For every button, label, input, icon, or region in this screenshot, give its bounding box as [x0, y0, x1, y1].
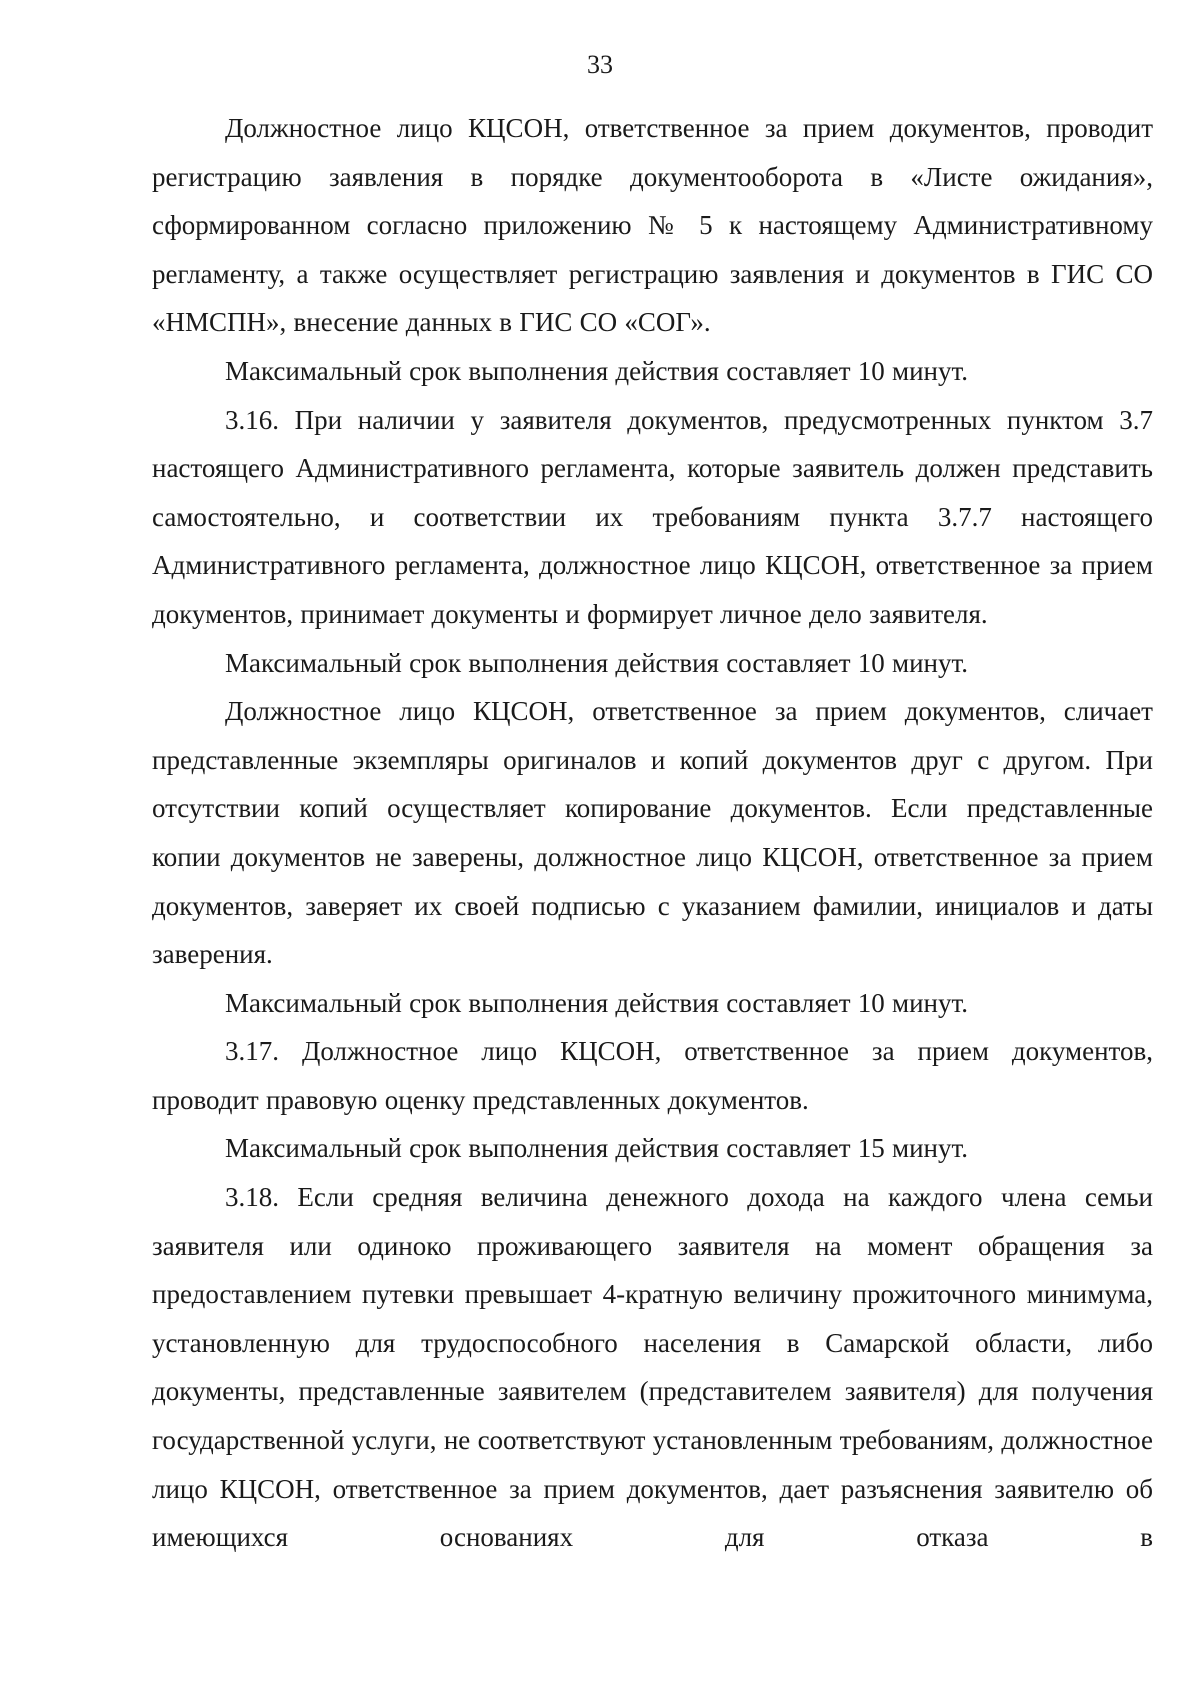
- paragraph-time-limit: Максимальный срок выполнения действия составляет 15 минут.: [225, 1133, 969, 1164]
- paragraph-time-limit: Максимальный срок выполнения действия составляет 10 минут.: [225, 987, 969, 1018]
- paragraph-3-18: 3.18. Если средняя величина денежного дохода на каждого члена семьи заявителя или одиноко проживающего заявителя на момент обращения за предоставлением путевки превышает 4-кратную величину прожиточного минимума, установленную для трудоспособного населения в Самарской области, либо документы, представленные заявителем (представителем заявителя) для получения государственной услуги, не соответствуют установленным требованиям, должностное лицо КЦСОН, ответственное за прием документов, дает разъяснения заявителю об имеющихся основаниях для отказа в: [152, 1182, 1153, 1553]
- paragraph-time-limit: Максимальный срок выполнения действия составляет 10 минут.: [225, 355, 969, 386]
- paragraph-copy-verification: Должностное лицо КЦСОН, ответственное за прием документов, сличает представленные экземпляры оригиналов и копий документов друг с другом. При отсутствии копий осуществляет копирование документов. Если представленные копии документов не заверены, должностное лицо КЦСОН, ответственное за прием документов, заверяет их своей подписью с указанием фамилии, инициалов и даты заверения.: [152, 696, 1153, 970]
- page-number: 33: [587, 50, 613, 79]
- paragraph-3-16: 3.16. При наличии у заявителя документов, предусмотренных пунктом 3.7 настоящего Административного регламента, которые заявитель должен представить самостоятельно, и соответствии их требованиям пункта 3.7.7 настоящего Административного регламента, должностное лицо КЦСОН, ответственное за прием документов, принимает документы и формирует личное дело заявителя.: [152, 404, 1153, 629]
- paragraph-3-17: 3.17. Должностное лицо КЦСОН, ответственное за прием документов, проводит правовую оценку представленных документов.: [152, 1036, 1153, 1115]
- document-body: [152, 104, 1153, 1562]
- paragraph-time-limit: Максимальный срок выполнения действия составляет 10 минут.: [225, 647, 969, 678]
- paragraph-registration: Должностное лицо КЦСОН, ответственное за прием документов, проводит регистрацию заявления в порядке документооборота в «Листе ожидания», сформированном согласно приложению № 5 к настоящему Административному регламенту, а также осуществляет регистрацию заявления и документов в ГИС СО «НМСПН», внесение данных в ГИС СО «СОГ».: [152, 113, 1153, 338]
